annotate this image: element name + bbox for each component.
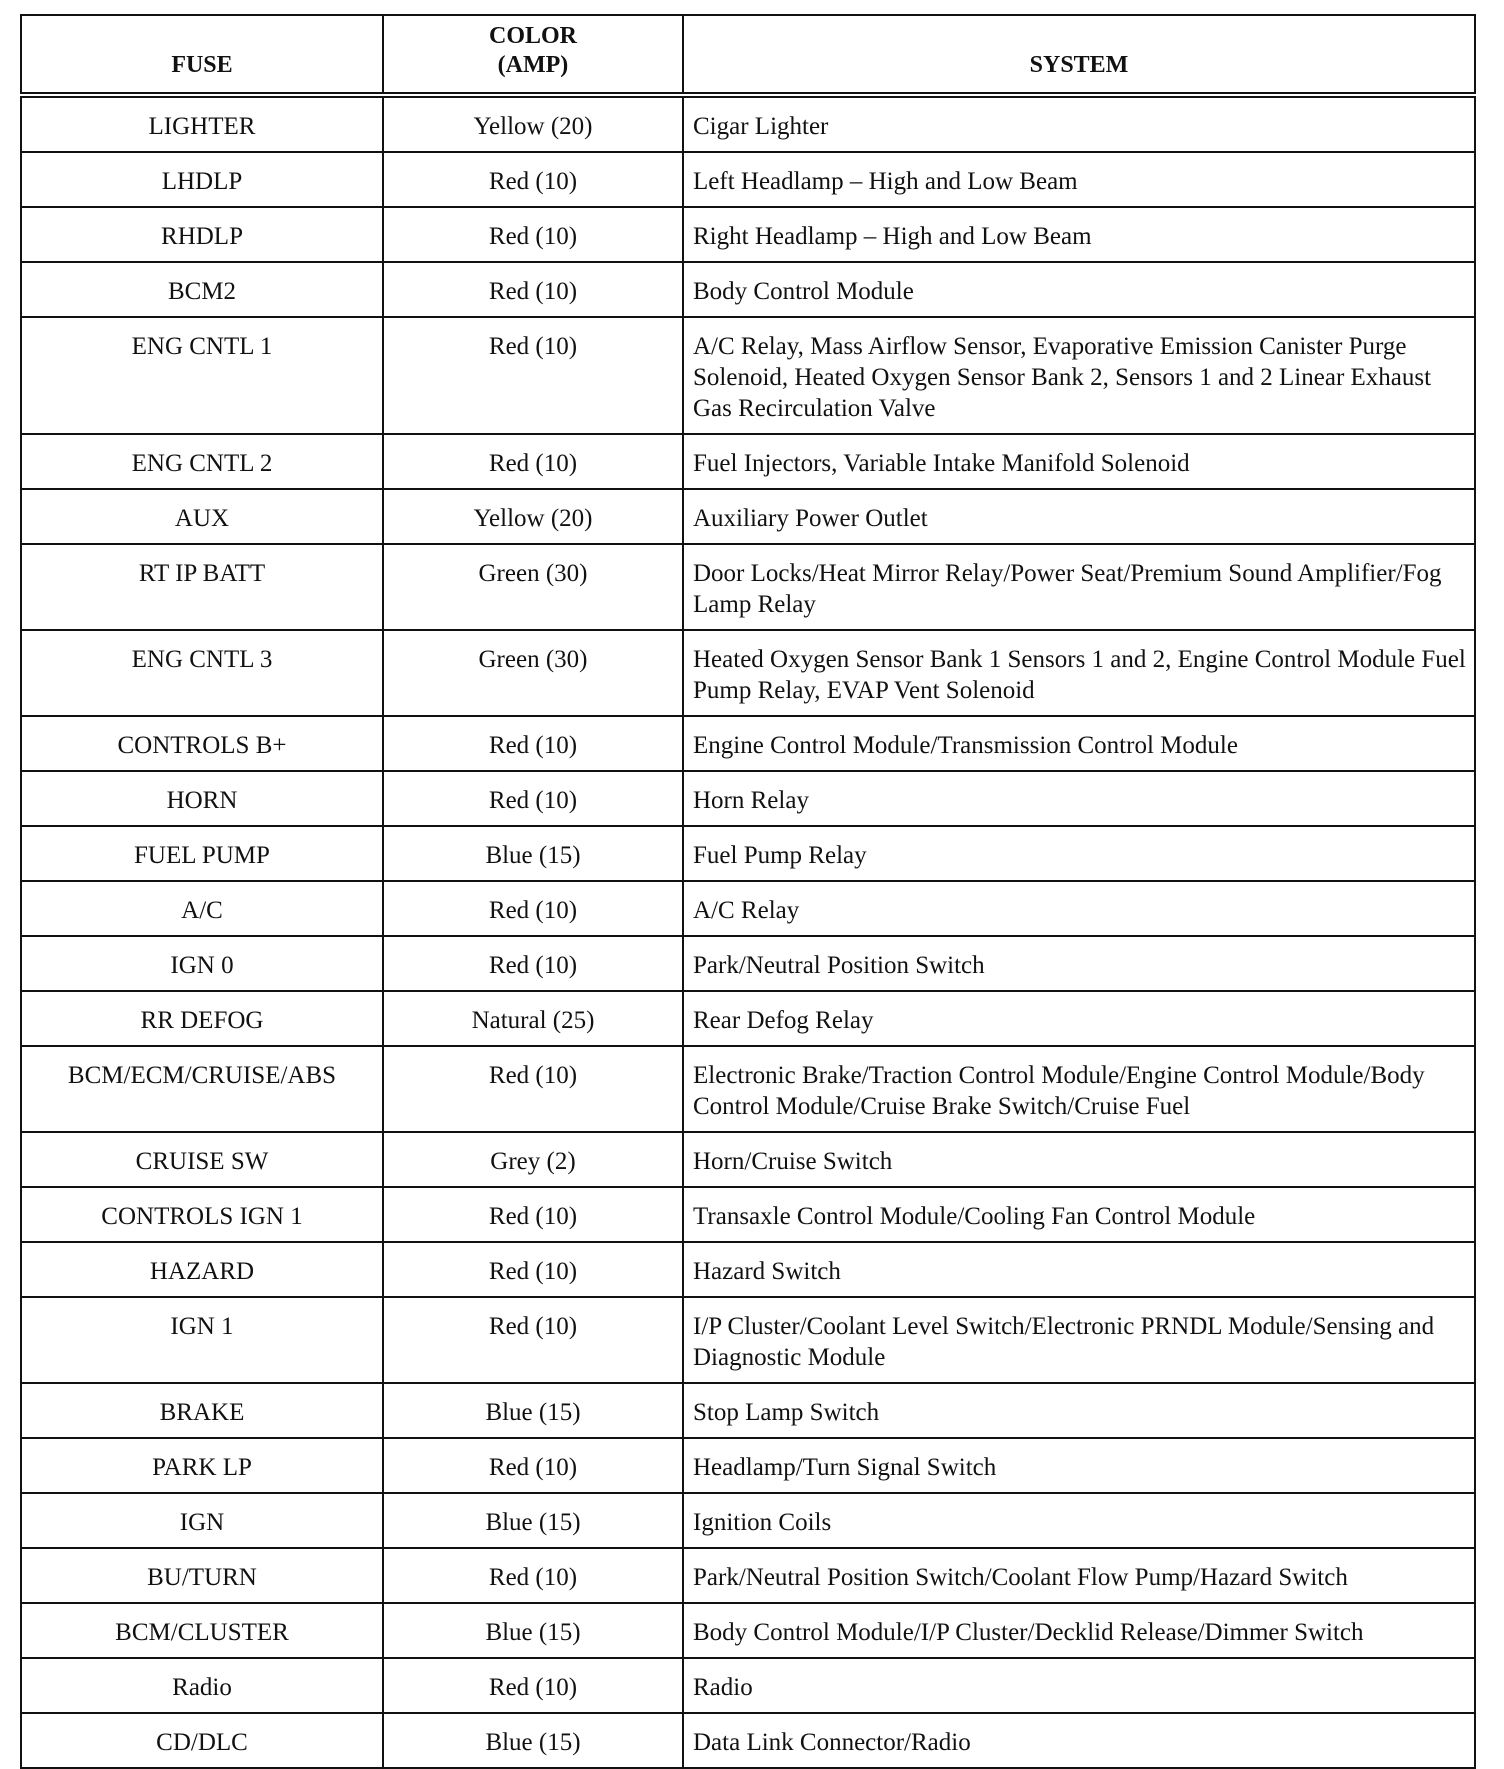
fuse-system-cell: Right Headlamp – High and Low Beam bbox=[683, 207, 1475, 262]
fuse-name-cell: ENG CNTL 1 bbox=[21, 317, 383, 434]
fuse-name-cell: CD/DLC bbox=[21, 1713, 383, 1768]
fuse-color-amp-cell: Blue (15) bbox=[383, 1493, 683, 1548]
fuse-color-amp-cell: Blue (15) bbox=[383, 1603, 683, 1658]
fuse-system-cell: Electronic Brake/Traction Control Module/Engine Control Module/Body Control Module/Cruise Brake Switch/Cruise Fuel bbox=[683, 1046, 1475, 1132]
fuse-system-cell: Transaxle Control Module/Cooling Fan Control Module bbox=[683, 1187, 1475, 1242]
fuse-system-cell: Body Control Module bbox=[683, 262, 1475, 317]
fuse-system-cell: Fuel Injectors, Variable Intake Manifold Solenoid bbox=[683, 434, 1475, 489]
fuse-name-cell: ENG CNTL 3 bbox=[21, 630, 383, 716]
table-row bbox=[21, 1713, 1475, 1768]
fuse-name-cell: BCM/CLUSTER bbox=[21, 1603, 383, 1658]
fuse-name-cell: FUEL PUMP bbox=[21, 826, 383, 881]
table-row bbox=[21, 1383, 1475, 1438]
table-row bbox=[21, 991, 1475, 1046]
fuse-table-sheet bbox=[20, 14, 1474, 1769]
fuse-name-cell: AUX bbox=[21, 489, 383, 544]
table-row bbox=[21, 1242, 1475, 1297]
fuse-color-amp-cell: Red (10) bbox=[383, 1046, 683, 1132]
fuse-name-cell: A/C bbox=[21, 881, 383, 936]
table-row bbox=[21, 881, 1475, 936]
fuse-color-amp-cell: Blue (15) bbox=[383, 826, 683, 881]
fuse-color-amp-cell: Yellow (20) bbox=[383, 489, 683, 544]
fuse-name-cell: HAZARD bbox=[21, 1242, 383, 1297]
fuse-name-cell: CONTROLS IGN 1 bbox=[21, 1187, 383, 1242]
fuse-system-cell: Horn Relay bbox=[683, 771, 1475, 826]
fuse-system-cell: Body Control Module/I/P Cluster/Decklid Release/Dimmer Switch bbox=[683, 1603, 1475, 1658]
fuse-color-amp-cell: Yellow (20) bbox=[383, 95, 683, 152]
fuse-color-amp-cell: Red (10) bbox=[383, 1187, 683, 1242]
fuse-color-amp-cell: Red (10) bbox=[383, 771, 683, 826]
fuse-table bbox=[20, 14, 1476, 1769]
fuse-system-cell: Heated Oxygen Sensor Bank 1 Sensors 1 and 2, Engine Control Module Fuel Pump Relay, EVAP Vent Solenoid bbox=[683, 630, 1475, 716]
fuse-color-amp-cell: Red (10) bbox=[383, 1548, 683, 1603]
header-color-sublabel: (AMP) bbox=[497, 52, 569, 78]
fuse-name-cell: CONTROLS B+ bbox=[21, 716, 383, 771]
fuse-name-cell: IGN 1 bbox=[21, 1297, 383, 1383]
fuse-name-cell: LHDLP bbox=[21, 152, 383, 207]
fuse-color-amp-cell: Green (30) bbox=[383, 544, 683, 630]
table-row bbox=[21, 262, 1475, 317]
header-color-label: COLOR bbox=[488, 23, 577, 49]
fuse-system-cell: A/C Relay, Mass Airflow Sensor, Evaporative Emission Canister Purge Solenoid, Heated Oxygen Sensor Bank 2, Sensors 1 and 2 Linear Exhaust Gas Recirculation Valve bbox=[683, 317, 1475, 434]
fuse-color-amp-cell: Blue (15) bbox=[383, 1383, 683, 1438]
fuse-name-cell: PARK LP bbox=[21, 1438, 383, 1493]
fuse-color-amp-cell: Red (10) bbox=[383, 1242, 683, 1297]
table-row bbox=[21, 1493, 1475, 1548]
fuse-color-amp-cell: Red (10) bbox=[383, 881, 683, 936]
table-row bbox=[21, 1187, 1475, 1242]
table-row bbox=[21, 1658, 1475, 1713]
fuse-system-cell: Door Locks/Heat Mirror Relay/Power Seat/Premium Sound Amplifier/Fog Lamp Relay bbox=[683, 544, 1475, 630]
fuse-name-cell: LIGHTER bbox=[21, 95, 383, 152]
fuse-system-cell: Park/Neutral Position Switch bbox=[683, 936, 1475, 991]
fuse-system-cell: Left Headlamp – High and Low Beam bbox=[683, 152, 1475, 207]
table-row bbox=[21, 544, 1475, 630]
fuse-color-amp-cell: Red (10) bbox=[383, 1658, 683, 1713]
fuse-name-cell: HORN bbox=[21, 771, 383, 826]
fuse-color-amp-cell: Red (10) bbox=[383, 207, 683, 262]
header-system-label: SYSTEM bbox=[1029, 52, 1129, 78]
fuse-name-cell: RT IP BATT bbox=[21, 544, 383, 630]
fuse-name-cell: IGN bbox=[21, 1493, 383, 1548]
header-fuse bbox=[21, 15, 383, 95]
fuse-name-cell: BU/TURN bbox=[21, 1548, 383, 1603]
fuse-system-cell: Ignition Coils bbox=[683, 1493, 1475, 1548]
fuse-name-cell: ENG CNTL 2 bbox=[21, 434, 383, 489]
table-row bbox=[21, 207, 1475, 262]
table-row bbox=[21, 1132, 1475, 1187]
fuse-color-amp-cell: Red (10) bbox=[383, 152, 683, 207]
fuse-color-amp-cell: Red (10) bbox=[383, 716, 683, 771]
fuse-name-cell: BCM2 bbox=[21, 262, 383, 317]
table-row bbox=[21, 434, 1475, 489]
fuse-system-cell: Rear Defog Relay bbox=[683, 991, 1475, 1046]
fuse-color-amp-cell: Blue (15) bbox=[383, 1713, 683, 1768]
table-row bbox=[21, 489, 1475, 544]
table-row bbox=[21, 630, 1475, 716]
fuse-name-cell: CRUISE SW bbox=[21, 1132, 383, 1187]
fuse-system-cell: Stop Lamp Switch bbox=[683, 1383, 1475, 1438]
fuse-system-cell: Fuel Pump Relay bbox=[683, 826, 1475, 881]
fuse-color-amp-cell: Red (10) bbox=[383, 262, 683, 317]
table-body bbox=[21, 95, 1475, 1768]
header-fuse-label: FUSE bbox=[171, 52, 233, 78]
header-system bbox=[683, 15, 1475, 95]
table-row bbox=[21, 1603, 1475, 1658]
fuse-system-cell: Engine Control Module/Transmission Control Module bbox=[683, 716, 1475, 771]
header-color bbox=[383, 15, 683, 95]
table-row bbox=[21, 1046, 1475, 1132]
fuse-color-amp-cell: Green (30) bbox=[383, 630, 683, 716]
fuse-system-cell: Horn/Cruise Switch bbox=[683, 1132, 1475, 1187]
table-row bbox=[21, 317, 1475, 434]
header-row bbox=[21, 15, 1475, 95]
fuse-system-cell: Hazard Switch bbox=[683, 1242, 1475, 1297]
table-row bbox=[21, 716, 1475, 771]
fuse-system-cell: I/P Cluster/Coolant Level Switch/Electronic PRNDL Module/Sensing and Diagnostic Module bbox=[683, 1297, 1475, 1383]
fuse-system-cell: Radio bbox=[683, 1658, 1475, 1713]
fuse-system-cell: Park/Neutral Position Switch/Coolant Flow Pump/Hazard Switch bbox=[683, 1548, 1475, 1603]
fuse-color-amp-cell: Red (10) bbox=[383, 1438, 683, 1493]
fuse-name-cell: IGN 0 bbox=[21, 936, 383, 991]
fuse-system-cell: Headlamp/Turn Signal Switch bbox=[683, 1438, 1475, 1493]
fuse-name-cell: BRAKE bbox=[21, 1383, 383, 1438]
fuse-name-cell: RHDLP bbox=[21, 207, 383, 262]
table-row bbox=[21, 771, 1475, 826]
table-row bbox=[21, 95, 1475, 152]
table-row bbox=[21, 936, 1475, 991]
table-row bbox=[21, 1548, 1475, 1603]
fuse-color-amp-cell: Grey (2) bbox=[383, 1132, 683, 1187]
fuse-system-cell: Data Link Connector/Radio bbox=[683, 1713, 1475, 1768]
table-header bbox=[21, 15, 1475, 95]
fuse-system-cell: A/C Relay bbox=[683, 881, 1475, 936]
fuse-name-cell: RR DEFOG bbox=[21, 991, 383, 1046]
table-row bbox=[21, 1438, 1475, 1493]
fuse-name-cell: Radio bbox=[21, 1658, 383, 1713]
fuse-system-cell: Cigar Lighter bbox=[683, 95, 1475, 152]
table-row bbox=[21, 826, 1475, 881]
fuse-color-amp-cell: Natural (25) bbox=[383, 991, 683, 1046]
fuse-name-cell: BCM/ECM/CRUISE/ABS bbox=[21, 1046, 383, 1132]
fuse-system-cell: Auxiliary Power Outlet bbox=[683, 489, 1475, 544]
fuse-color-amp-cell: Red (10) bbox=[383, 936, 683, 991]
table-row bbox=[21, 152, 1475, 207]
fuse-color-amp-cell: Red (10) bbox=[383, 317, 683, 434]
fuse-color-amp-cell: Red (10) bbox=[383, 1297, 683, 1383]
fuse-color-amp-cell: Red (10) bbox=[383, 434, 683, 489]
table-row bbox=[21, 1297, 1475, 1383]
